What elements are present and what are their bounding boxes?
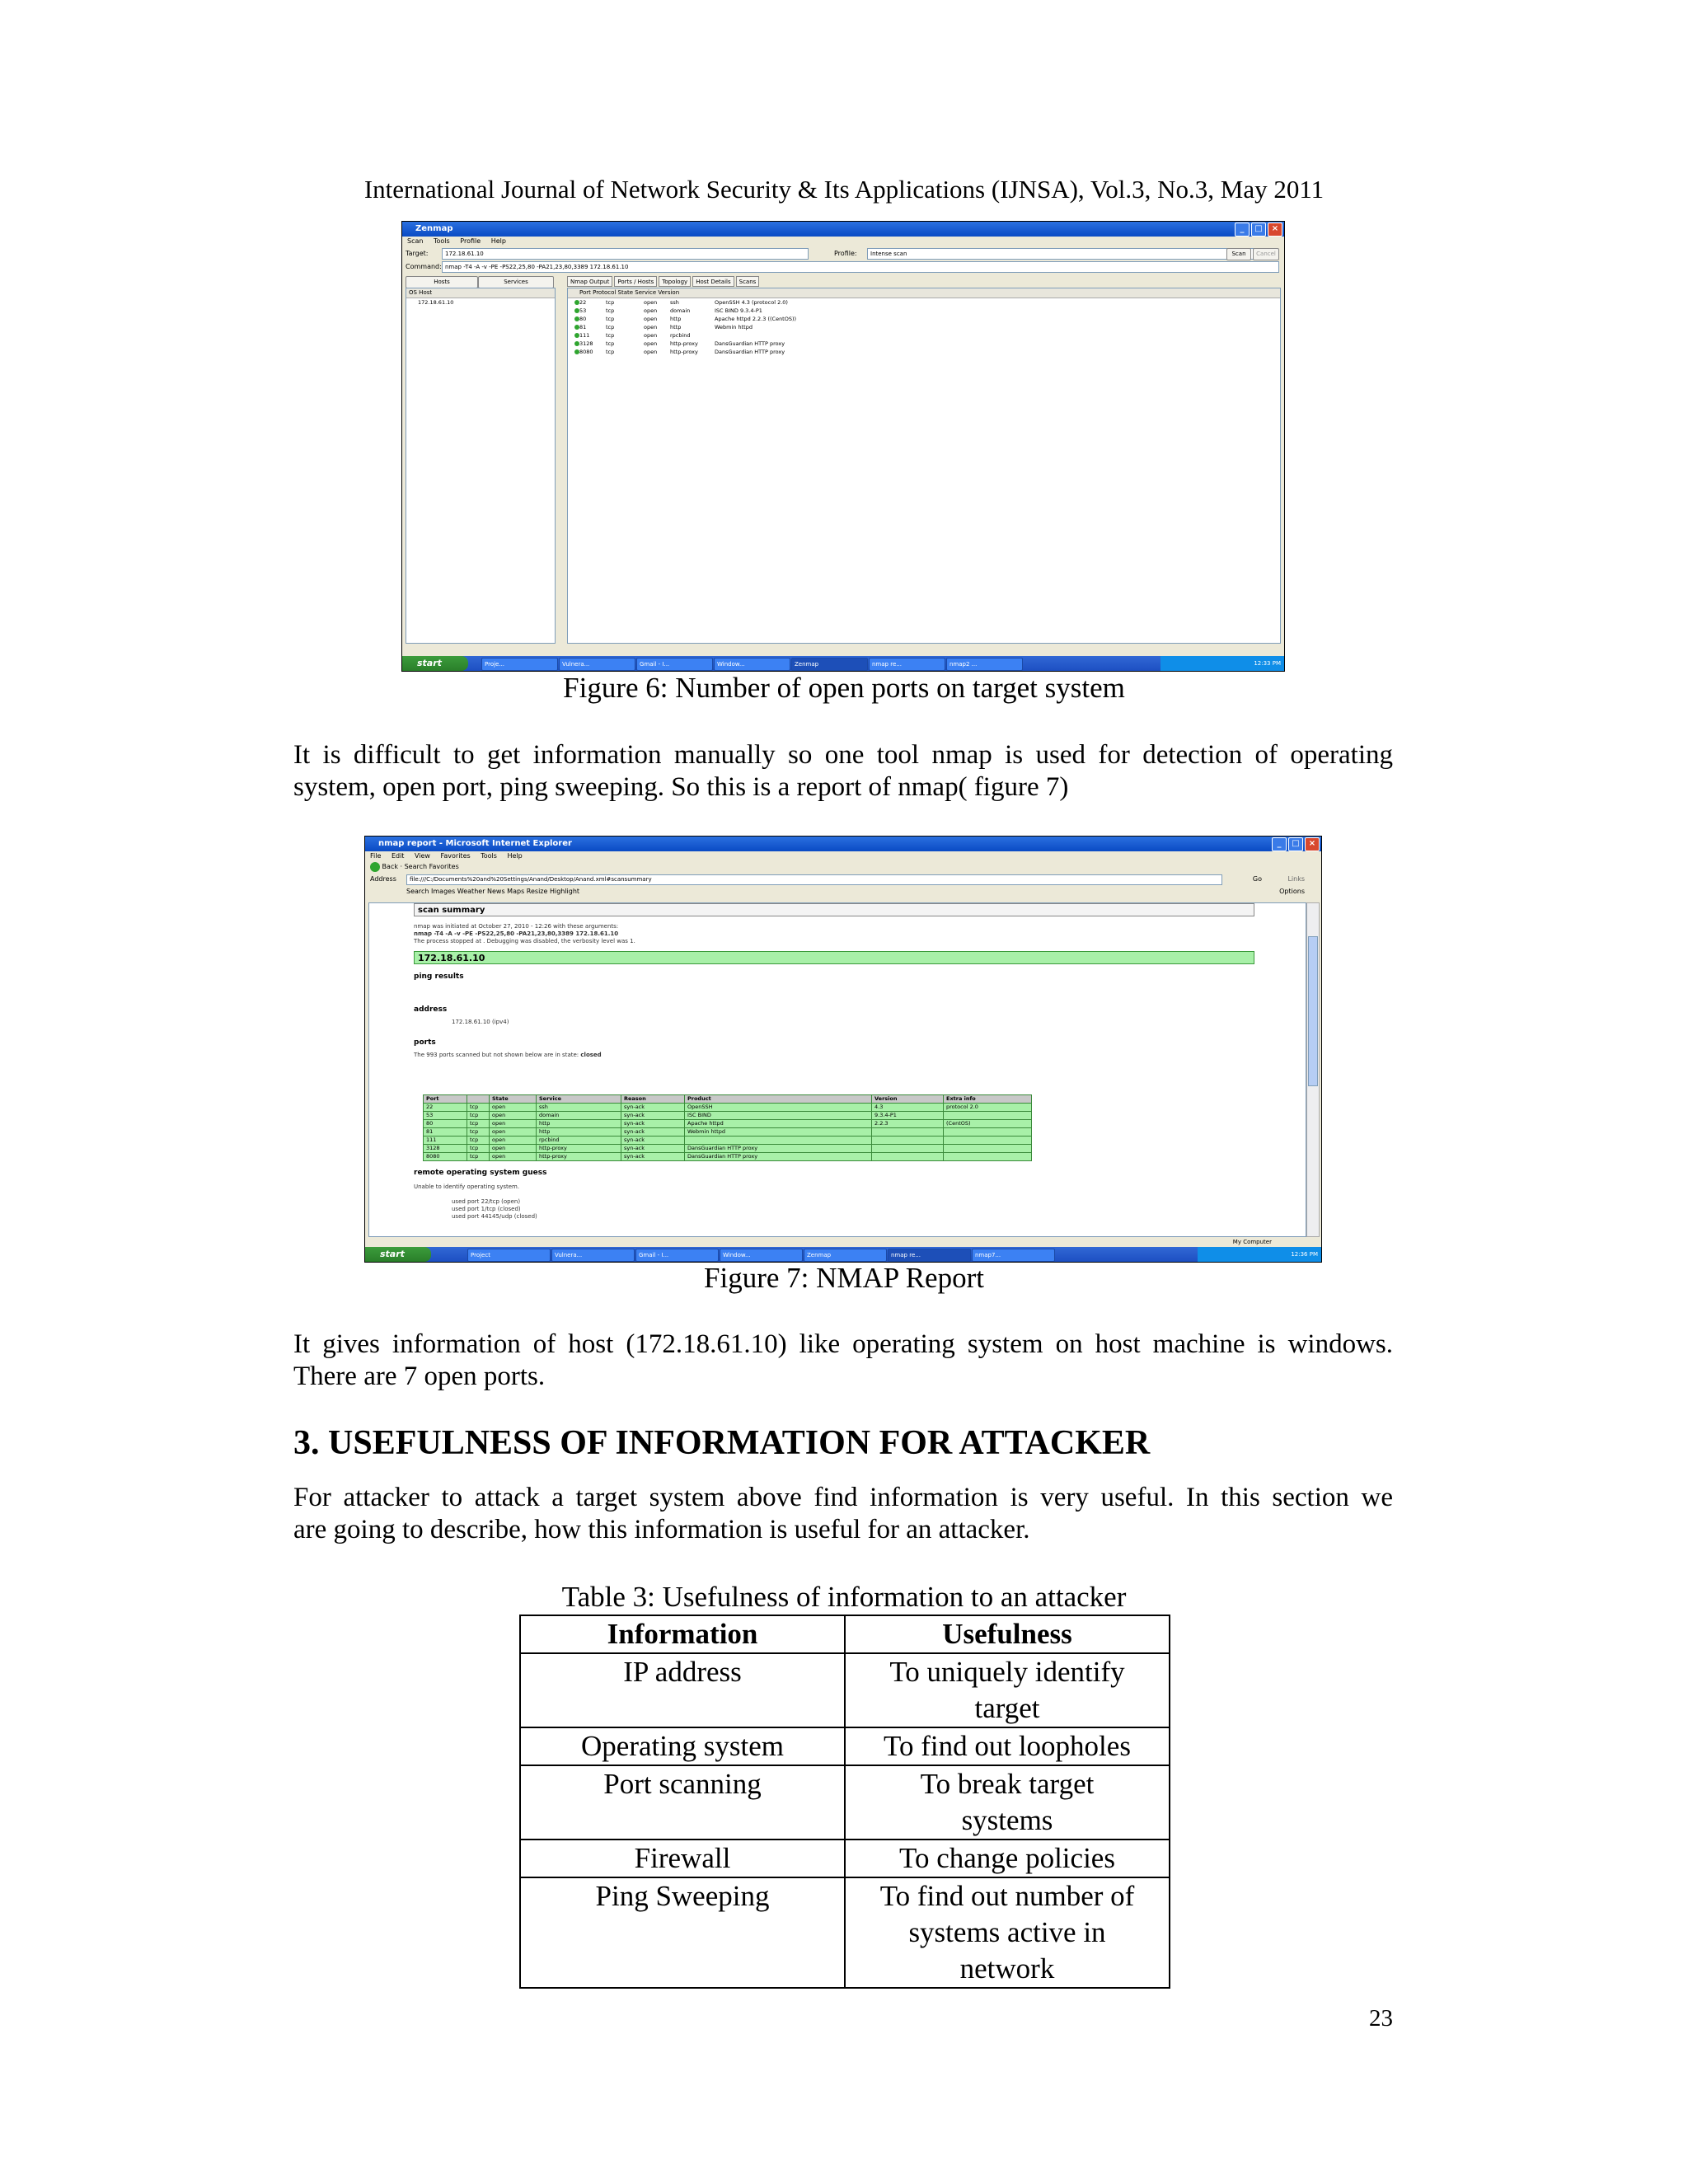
os-unable-text: Unable to identify operating system. <box>414 1183 520 1190</box>
port-port: 22 <box>579 299 587 306</box>
target-row <box>406 248 1281 260</box>
scan-summary-header: scan summary <box>414 903 1254 916</box>
product-cell: ISC BIND <box>685 1112 872 1120</box>
port-state: open <box>644 340 658 347</box>
taskbar-item[interactable]: Window... <box>720 1249 803 1262</box>
paragraph-line: system, open port, ping sweeping. So this is a report of nmap( figure 7) <box>293 772 1069 802</box>
tab-nmap-output[interactable]: Nmap Output <box>567 276 612 287</box>
used-port-line: used port 1/tcp (closed) <box>452 1206 521 1212</box>
col-version: Version <box>872 1095 944 1104</box>
port-row[interactable] <box>568 340 1280 348</box>
service-cell: http <box>537 1128 621 1137</box>
links-button[interactable]: Links <box>1287 875 1305 883</box>
product-cell <box>685 1137 872 1145</box>
table-row <box>520 1840 1170 1877</box>
ping-results-heading: ping results <box>414 972 464 981</box>
ie-menubar <box>365 851 1321 860</box>
port-version: DansGuardian HTTP proxy <box>715 340 785 347</box>
version-cell: 9.3.4-P1 <box>872 1112 944 1120</box>
address-label: Address <box>370 875 396 883</box>
vertical-scrollbar[interactable] <box>1306 902 1320 1237</box>
tab-host-details[interactable]: Host Details <box>692 276 734 287</box>
header-information: Information <box>520 1615 845 1653</box>
port-service: http-proxy <box>670 349 698 355</box>
command-input[interactable]: nmap -T4 -A -v -PE -PS22,25,80 -PA21,23,80,3389 172.18.61.10 <box>442 261 1279 273</box>
service-cell: rpcbind <box>537 1137 621 1145</box>
table-row <box>424 1145 1032 1153</box>
start-button[interactable]: start <box>365 1247 431 1262</box>
col-extra-info: Extra info <box>944 1095 1032 1104</box>
port-proto: tcp <box>606 316 615 322</box>
scan-stopped-text: The process stopped at . Debugging was disabled, the verbosity level was 1. <box>414 938 635 944</box>
col-port: Port <box>424 1095 467 1104</box>
taskbar-item[interactable]: Vulnera... <box>559 658 635 671</box>
port-service: rpcbind <box>670 332 691 339</box>
port-proto: tcp <box>606 299 615 306</box>
version-cell <box>872 1145 944 1153</box>
information-cell: IP address <box>520 1653 845 1727</box>
port-port: 8080 <box>579 349 593 355</box>
profile-select[interactable]: Intense scan <box>867 248 1259 260</box>
ports-table <box>423 1094 1032 1161</box>
used-port-line: used port 22/tcp (open) <box>452 1198 521 1205</box>
usefulness-cell: To break target systems <box>845 1765 1170 1840</box>
menu-help[interactable]: Help <box>490 237 506 245</box>
menu-favorites[interactable]: Favorites <box>440 852 471 860</box>
ports-note-state: closed <box>580 1052 602 1058</box>
zenmap-window-title: Zenmap <box>415 224 453 233</box>
paragraph-nmap-intro <box>293 739 1393 804</box>
extra-info-cell <box>944 1153 1032 1161</box>
port-cell: 3128 <box>424 1145 467 1153</box>
host-entry[interactable]: 172.18.61.10 <box>418 299 454 306</box>
minimize-icon[interactable]: _ <box>1235 223 1250 237</box>
information-cell: Operating system <box>520 1727 845 1765</box>
address-input[interactable]: file:///C:/Documents%20and%20Settings/Anand/Desktop/Anand.xml#scansummary <box>406 874 1222 885</box>
table-row <box>424 1128 1032 1137</box>
port-proto: tcp <box>606 307 615 314</box>
usefulness-cell: To find out number of systems active in network <box>845 1877 1170 1988</box>
target-input[interactable]: 172.18.61.10 <box>442 248 809 260</box>
col-proto <box>467 1095 490 1104</box>
service-cell: http-proxy <box>537 1145 621 1153</box>
search-toolbar <box>365 886 1321 898</box>
table-row <box>424 1153 1032 1161</box>
paragraph-line: It is difficult to get information manually so one tool nmap is used for detection of operating <box>293 740 1393 770</box>
taskbar-item[interactable]: Project <box>467 1249 551 1262</box>
ie-status-bar: My Computer <box>1232 1239 1272 1245</box>
port-state: open <box>644 332 658 339</box>
port-cell: 53 <box>424 1112 467 1120</box>
state-cell: open <box>490 1137 537 1145</box>
extra-info-cell: protocol 2.0 <box>944 1104 1032 1112</box>
proto-cell: tcp <box>467 1145 490 1153</box>
menu-edit[interactable]: Edit <box>391 852 405 860</box>
table-row <box>520 1653 1170 1727</box>
col-reason: Reason <box>621 1095 685 1104</box>
reason-cell: syn-ack <box>621 1104 685 1112</box>
service-cell: http-proxy <box>537 1153 621 1161</box>
profile-label: Profile: <box>834 250 857 257</box>
figure-6-caption: Figure 6: Number of open ports on target system <box>563 672 1125 704</box>
ports-note <box>414 1052 602 1058</box>
toolbar-label[interactable]: Back · Search Favorites <box>382 863 459 870</box>
version-cell <box>872 1128 944 1137</box>
port-row[interactable] <box>568 323 1280 331</box>
table-row <box>424 1120 1032 1128</box>
address-heading: address <box>414 1005 448 1014</box>
port-cell: 81 <box>424 1128 467 1137</box>
port-state: open <box>644 324 658 330</box>
reason-cell: syn-ack <box>621 1128 685 1137</box>
extra-info-cell <box>944 1137 1032 1145</box>
header-usefulness: Usefulness <box>845 1615 1170 1653</box>
menu-view[interactable]: View <box>414 852 430 860</box>
os-guess-heading: remote operating system guess <box>414 1169 547 1177</box>
menu-file[interactable]: File <box>370 852 382 860</box>
go-button[interactable]: Go <box>1252 875 1262 883</box>
extra-info-cell <box>944 1145 1032 1153</box>
product-cell: DansGuardian HTTP proxy <box>685 1145 872 1153</box>
taskbar-item[interactable]: nmap7... <box>972 1249 1055 1262</box>
usefulness-cell: To change policies <box>845 1840 1170 1877</box>
col-product: Product <box>685 1095 872 1104</box>
port-cell: 22 <box>424 1104 467 1112</box>
system-tray-clock: 12:33 PM <box>1160 656 1284 671</box>
page-number: 23 <box>1369 2005 1393 2032</box>
proto-cell: tcp <box>467 1120 490 1128</box>
tab-scans[interactable]: Scans <box>736 276 760 287</box>
scan-arguments: nmap -T4 -A -v -PE -PS22,25,80 -PA21,23,80,3389 172.18.61.10 <box>414 930 619 937</box>
information-cell: Port scanning <box>520 1765 845 1840</box>
taskbar <box>365 1247 1321 1262</box>
table-row <box>520 1765 1170 1840</box>
options-button[interactable]: Options <box>1279 888 1305 895</box>
running-header: International Journal of Network Security & Its Applications (IJNSA), Vol.3, No.3, May 2011 <box>363 175 1325 204</box>
version-cell <box>872 1153 944 1161</box>
proto-cell: tcp <box>467 1137 490 1145</box>
target-label: Target: <box>406 250 429 257</box>
port-row[interactable] <box>568 307 1280 315</box>
state-cell: open <box>490 1104 537 1112</box>
port-cell: 111 <box>424 1137 467 1145</box>
tab-topology[interactable]: Topology <box>659 276 691 287</box>
hosts-tab[interactable]: Hosts <box>406 276 478 288</box>
paragraph-line: For attacker to attack a target system above find information is very useful. In this section we <box>293 1483 1393 1512</box>
ports-heading: ports <box>414 1038 436 1047</box>
usefulness-table <box>519 1615 1170 1989</box>
proto-cell: tcp <box>467 1112 490 1120</box>
port-version: ISC BIND 9.3.4-P1 <box>715 307 762 314</box>
scan-initiated-text: nmap was initiated at October 27, 2010 - 12:26 with these arguments: <box>414 923 619 930</box>
usefulness-cell: To uniquely identify target <box>845 1653 1170 1727</box>
port-version: OpenSSH 4.3 (protocol 2.0) <box>715 299 788 306</box>
close-icon[interactable]: × <box>1268 223 1282 237</box>
proto-cell: tcp <box>467 1104 490 1112</box>
figure-7-nmap-report-screenshot <box>364 836 1322 1263</box>
figure-6-zenmap-screenshot <box>401 221 1285 672</box>
proto-cell: tcp <box>467 1153 490 1161</box>
address-value: 172.18.61.10 (ipv4) <box>452 1019 509 1025</box>
reason-cell: syn-ack <box>621 1153 685 1161</box>
port-proto: tcp <box>606 332 615 339</box>
paragraph-line: are going to describe, how this information is useful for an attacker. <box>293 1515 1030 1544</box>
product-cell: OpenSSH <box>685 1104 872 1112</box>
port-row[interactable] <box>568 315 1280 323</box>
taskbar-item[interactable]: Zenmap <box>804 1249 887 1262</box>
port-version: Apache httpd 2.2.3 ((CentOS)) <box>715 316 797 322</box>
menu-scan[interactable]: Scan <box>407 237 424 245</box>
port-proto: tcp <box>606 324 615 330</box>
port-port: 81 <box>579 324 587 330</box>
port-version: Webmin httpd <box>715 324 753 330</box>
taskbar-item[interactable]: Vulnera... <box>551 1249 635 1262</box>
port-service: ssh <box>670 299 679 306</box>
port-state: open <box>644 349 658 355</box>
host-list <box>406 288 556 644</box>
menu-tools[interactable]: Tools <box>481 852 497 860</box>
back-icon[interactable] <box>370 862 380 872</box>
taskbar-item[interactable]: Gmail - I... <box>635 1249 719 1262</box>
zenmap-menubar <box>402 237 1284 246</box>
taskbar-item[interactable]: nmap re... <box>869 658 945 671</box>
menu-tools[interactable]: Tools <box>434 237 450 245</box>
table-row <box>520 1877 1170 1988</box>
command-row <box>406 261 1281 273</box>
minimize-icon[interactable]: _ <box>1272 837 1287 851</box>
port-service: http <box>670 316 682 322</box>
information-cell: Firewall <box>520 1840 845 1877</box>
ports-note-text: The 993 ports scanned but not shown below are in state: <box>414 1052 579 1058</box>
product-cell: DansGuardian HTTP proxy <box>685 1153 872 1161</box>
result-tabs <box>567 276 759 287</box>
port-list <box>567 288 1281 644</box>
paragraph-usefulness <box>293 1482 1393 1546</box>
port-state: open <box>644 316 658 322</box>
taskbar-item[interactable]: nmap2 ... <box>946 658 1023 671</box>
port-proto: tcp <box>606 349 615 355</box>
port-service: http <box>670 324 682 330</box>
information-cell: Ping Sweeping <box>520 1877 845 1988</box>
port-service: domain <box>670 307 691 314</box>
scan-button[interactable]: Scan <box>1226 248 1251 260</box>
used-port-line: used port 44145/udp (closed) <box>452 1213 537 1220</box>
maximize-icon[interactable]: □ <box>1288 837 1303 851</box>
state-cell: open <box>490 1112 537 1120</box>
maximize-icon[interactable]: □ <box>1251 223 1266 237</box>
state-cell: open <box>490 1128 537 1137</box>
taskbar-item[interactable]: Proje... <box>481 658 558 671</box>
table-row <box>424 1112 1032 1120</box>
menu-profile[interactable]: Profile <box>460 237 481 245</box>
service-cell: http <box>537 1120 621 1128</box>
port-version: DansGuardian HTTP proxy <box>715 349 785 355</box>
version-cell: 2.2.3 <box>872 1120 944 1128</box>
reason-cell: syn-ack <box>621 1112 685 1120</box>
service-cell: domain <box>537 1112 621 1120</box>
state-cell: open <box>490 1120 537 1128</box>
port-row[interactable] <box>568 331 1280 340</box>
system-tray-clock: 12:36 PM <box>1198 1247 1321 1262</box>
port-proto: tcp <box>606 340 615 347</box>
ie-title-bar <box>365 837 1321 851</box>
paragraph-host-info <box>293 1329 1393 1393</box>
port-port: 80 <box>579 316 587 322</box>
table-row <box>424 1137 1032 1145</box>
extra-info-cell <box>944 1128 1032 1137</box>
extra-info-cell <box>944 1112 1032 1120</box>
port-row[interactable] <box>568 298 1280 307</box>
host-ip-header: 172.18.61.10 <box>414 951 1254 964</box>
port-cell: 80 <box>424 1120 467 1128</box>
services-tab[interactable]: Services <box>478 276 554 288</box>
port-port: 111 <box>579 332 590 339</box>
extra-info-cell: (CentOS) <box>944 1120 1032 1128</box>
command-label: Command: <box>406 263 442 270</box>
zenmap-title-bar <box>402 222 1284 237</box>
proto-cell: tcp <box>467 1128 490 1137</box>
service-cell: ssh <box>537 1104 621 1112</box>
col-service: Service <box>537 1095 621 1104</box>
start-button[interactable]: start <box>402 656 468 671</box>
search-toolbar-items[interactable]: Search Images Weather News Maps Resize Highlight <box>406 888 580 895</box>
taskbar-item[interactable]: nmap re... <box>888 1249 971 1262</box>
version-cell <box>872 1137 944 1145</box>
scrollbar-thumb[interactable] <box>1308 936 1318 1086</box>
port-list-header: Port Protocol State Service Version <box>568 288 1280 298</box>
tab-ports-hosts[interactable]: Ports / Hosts <box>614 276 657 287</box>
taskbar <box>402 656 1284 671</box>
paragraph-line: There are 7 open ports. <box>293 1361 546 1391</box>
usefulness-cell: To find out loopholes <box>845 1727 1170 1765</box>
port-state: open <box>644 307 658 314</box>
address-bar <box>365 874 1321 885</box>
figure-7-caption: Figure 7: NMAP Report <box>704 1262 984 1294</box>
port-cell: 8080 <box>424 1153 467 1161</box>
cancel-button[interactable]: Cancel <box>1253 248 1279 260</box>
close-icon[interactable]: × <box>1305 837 1320 851</box>
port-port: 53 <box>579 307 587 314</box>
menu-help[interactable]: Help <box>507 852 523 860</box>
taskbar-item[interactable]: Gmail - I... <box>636 658 713 671</box>
host-list-header: OS Host <box>406 288 555 298</box>
taskbar-item[interactable]: Window... <box>714 658 790 671</box>
state-cell: open <box>490 1153 537 1161</box>
product-cell: Webmin httpd <box>685 1128 872 1137</box>
ie-window-title: nmap report - Microsoft Internet Explorer <box>378 839 572 848</box>
table-row <box>520 1727 1170 1765</box>
product-cell: Apache httpd <box>685 1120 872 1128</box>
taskbar-item[interactable]: Zenmap <box>791 658 868 671</box>
col-state: State <box>490 1095 537 1104</box>
reason-cell: syn-ack <box>621 1145 685 1153</box>
port-state: open <box>644 299 658 306</box>
port-row[interactable] <box>568 348 1280 356</box>
reason-cell: syn-ack <box>621 1137 685 1145</box>
port-service: http-proxy <box>670 340 698 347</box>
report-content <box>368 902 1306 1237</box>
paragraph-line: It gives information of host (172.18.61.10) like operating system on host machine is windows. <box>293 1329 1393 1359</box>
state-cell: open <box>490 1145 537 1153</box>
port-port: 3128 <box>579 340 593 347</box>
ie-toolbar <box>365 861 1321 873</box>
reason-cell: syn-ack <box>621 1120 685 1128</box>
version-cell: 4.3 <box>872 1104 944 1112</box>
section-heading: 3. USEFULNESS OF INFORMATION FOR ATTACKER <box>293 1424 1151 1462</box>
table-3-title: Table 3: Usefulness of information to an attacker <box>561 1581 1127 1613</box>
table-row <box>424 1104 1032 1112</box>
